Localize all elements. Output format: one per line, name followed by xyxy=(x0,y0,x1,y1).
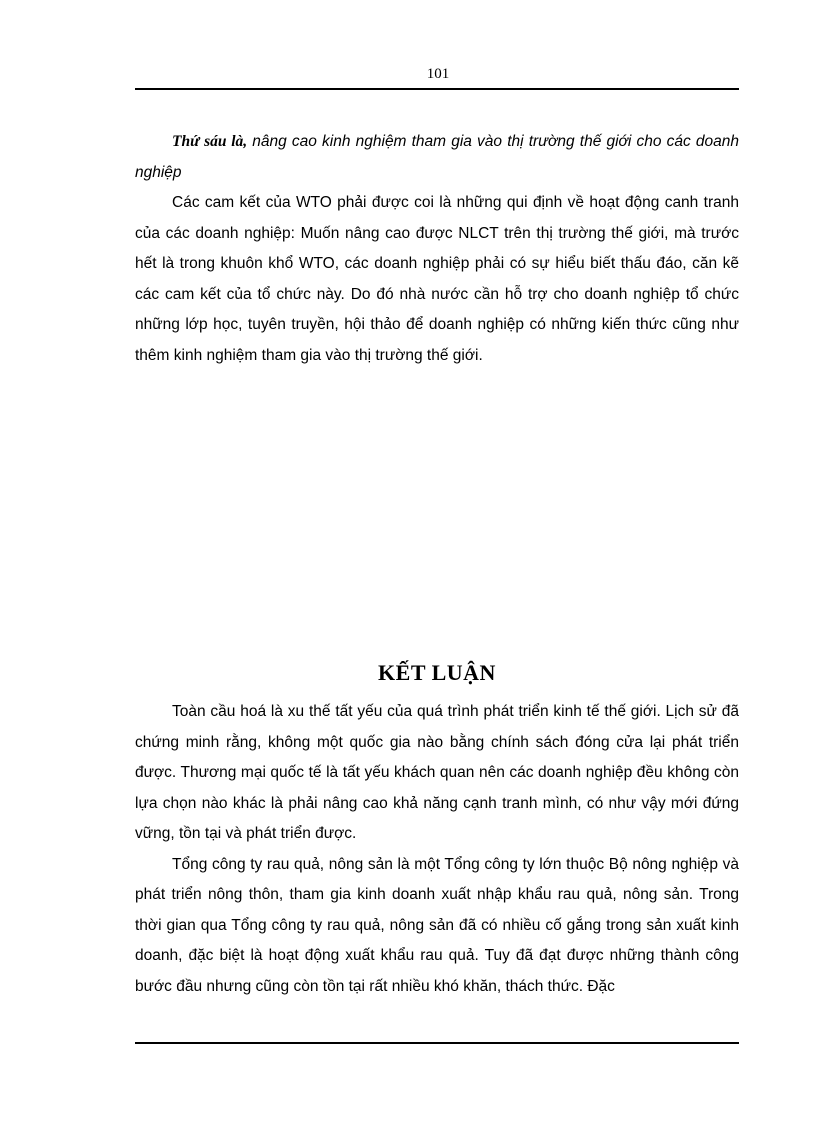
footer-rule xyxy=(135,1042,739,1044)
conclusion-heading: KẾT LUẬN xyxy=(378,660,496,685)
conclusion-paragraph-2: Tổng công ty rau quả, nông sản là một Tổng công ty lớn thuộc Bộ nông nghiệp và phát triển nông thôn, tham gia kinh doanh xuất nhập khẩu rau quả, nông sản. Trong thời gian qua Tổng công ty rau quả, nông sản đã có nhiều cố gắng trong sản xuất kinh doanh, đặc biệt là hoạt động xuất khẩu rau quả. Tuy đã đạt được những thành công bước đầu nhưng cũng còn tồn tại rất nhiều khó khăn, thách thức. Đặc xyxy=(135,855,739,995)
page-number: 101 xyxy=(426,66,450,82)
conclusion-section xyxy=(135,697,739,1002)
intro-lead-paragraph xyxy=(135,127,739,188)
intro-lead-rest: nâng cao kinh nghiệm tham gia vào thị trường thế giới cho các doanh nghiệp xyxy=(135,133,739,181)
intro-section xyxy=(135,127,739,371)
intro-paragraph: Các cam kết của WTO phải được coi là những qui định về hoạt động canh tranh của các doanh nghiệp: Muốn nâng cao được NLCT trên thị trường thế giới, mà trước hết là trong khuôn khổ WTO, các doanh nghiệp phải có sự hiểu biết thấu đáo, căn kẽ các cam kết của tổ chức này. Do đó nhà nước cần hỗ trợ cho doanh nghiệp tổ chức những lớp học, tuyên truyền, hội thảo để doanh nghiệp có những kiến thức cũng như thêm kinh nghiệm tham gia vào thị trường thế giới. xyxy=(135,194,739,364)
intro-lead-bold: Thứ sáu là, xyxy=(172,133,248,150)
header-rule xyxy=(135,88,739,90)
conclusion-paragraph-1: Toàn cầu hoá là xu thế tất yếu của quá trình phát triển kinh tế thế giới. Lịch sử đã chứng minh rằng, không một quốc gia nào bằng chính sách đóng cửa lại phát triển được. Thương mại quốc tế là tất yếu khách quan nên các doanh nghiệp đều không còn lựa chọn nào khác là phải nâng cao khả năng cạnh tranh mình, có như vậy mới đứng vững, tồn tại và phát triển được. xyxy=(135,703,739,842)
